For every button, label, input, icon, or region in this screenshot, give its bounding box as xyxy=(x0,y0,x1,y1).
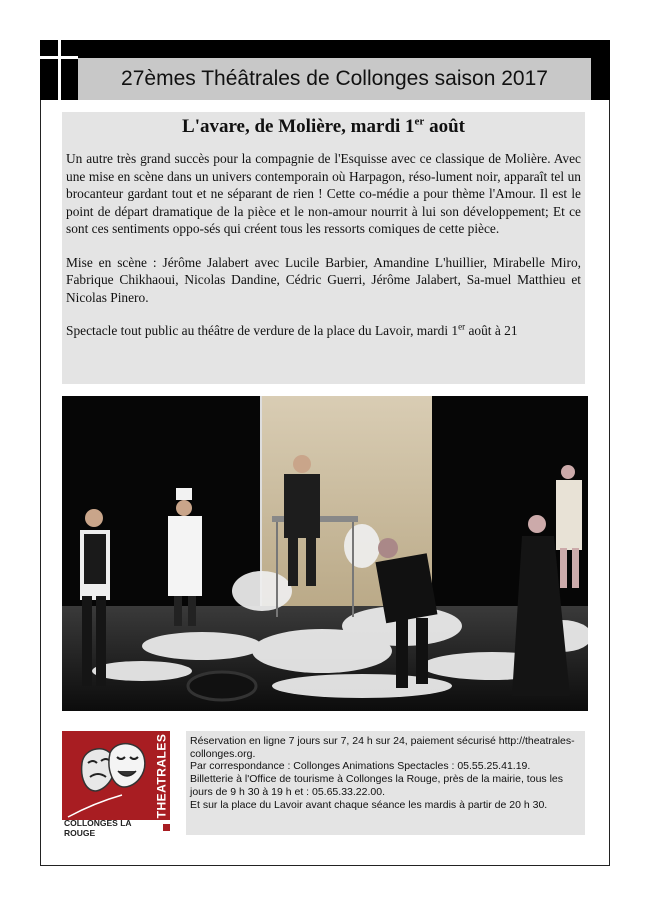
tyre xyxy=(188,672,256,700)
logo-caption-text: COLLONGES LA ROUGE xyxy=(64,817,132,838)
header-corner-divider-horizontal xyxy=(40,56,78,59)
logo-vertical-text: THEATRALES xyxy=(154,733,168,819)
page-title: 27èmes Théâtrales de Collonges saison 2017 xyxy=(121,67,548,90)
logo-vertical-label xyxy=(153,733,169,819)
header-corner-right xyxy=(591,58,610,100)
header-corner-divider-vertical xyxy=(58,40,61,100)
article-paragraph-description: Un autre très grand succès pour la compagnie de l'Esquisse avec ce classique de Molière. Avec une mise en scène dans un univers contemporain où Harpagon, réso-lument noir, apparaît tel un brocanteur gardant tout et ne séparant de rien ! Cette co-médie a pour thème l'Amour. Il est le point de départ dramatique de la pièce et le non-amour nourrit à lui son développement; Et ce sont ces sentiments oppo-sés qui créent tous les ressorts comiques de cette pièce. xyxy=(66,151,581,236)
article-heading-sup: er xyxy=(414,115,425,128)
booking-info-panel xyxy=(186,731,585,835)
logo-caption-square-icon xyxy=(163,824,170,831)
article-paragraph-venue xyxy=(66,322,581,340)
article-panel xyxy=(62,112,585,384)
header-top-bar xyxy=(40,40,610,58)
info-on-site: Et sur la place du Lavoir avant chaque séance les mardis à partir de 20 h 30. xyxy=(190,798,548,811)
article-heading-main: L'avare, de Molière, mardi 1 xyxy=(182,116,415,137)
info-mail-order: Par correspondance : Collonges Animations Spectacles : 05.55.25.41.19. xyxy=(190,760,531,773)
page-title-bar xyxy=(78,58,591,100)
article-heading xyxy=(66,116,581,138)
info-online-booking: Réservation en ligne 7 jours sur 7, 24 h sur 24, paiement sécurisé http://theatrales-collonges.org. xyxy=(190,735,575,760)
stage-photo xyxy=(62,396,588,711)
article-heading-tail: août xyxy=(424,116,465,137)
info-box-office: Billetterie à l'Office de tourisme à Collonges la Rouge, près de la mairie, tous les jours de 9 h 30 à 19 h et : 05.65.33.22.00. xyxy=(190,773,563,798)
article-paragraph-cast: Mise en scène : Jérôme Jalabert avec Lucile Barbier, Amandine L'huillier, Mirabelle Miro, Fabrique Chikhaoui, Nicolas Dandine, Cédric Guerri, Jérôme Jalabert, Sa-muel Matthieu et Nicolas Pinero. xyxy=(66,254,581,305)
theatrales-logo xyxy=(62,731,170,838)
venue-text: Spectacle tout public au théâtre de verdure de la place du Lavoir, mardi 1 xyxy=(66,323,459,338)
theatre-masks-icon xyxy=(64,733,154,821)
logo-caption xyxy=(62,817,170,838)
venue-sup: er xyxy=(458,321,466,332)
venue-tail: août à 21 xyxy=(465,323,518,338)
stage-photo-illustration xyxy=(62,396,588,711)
